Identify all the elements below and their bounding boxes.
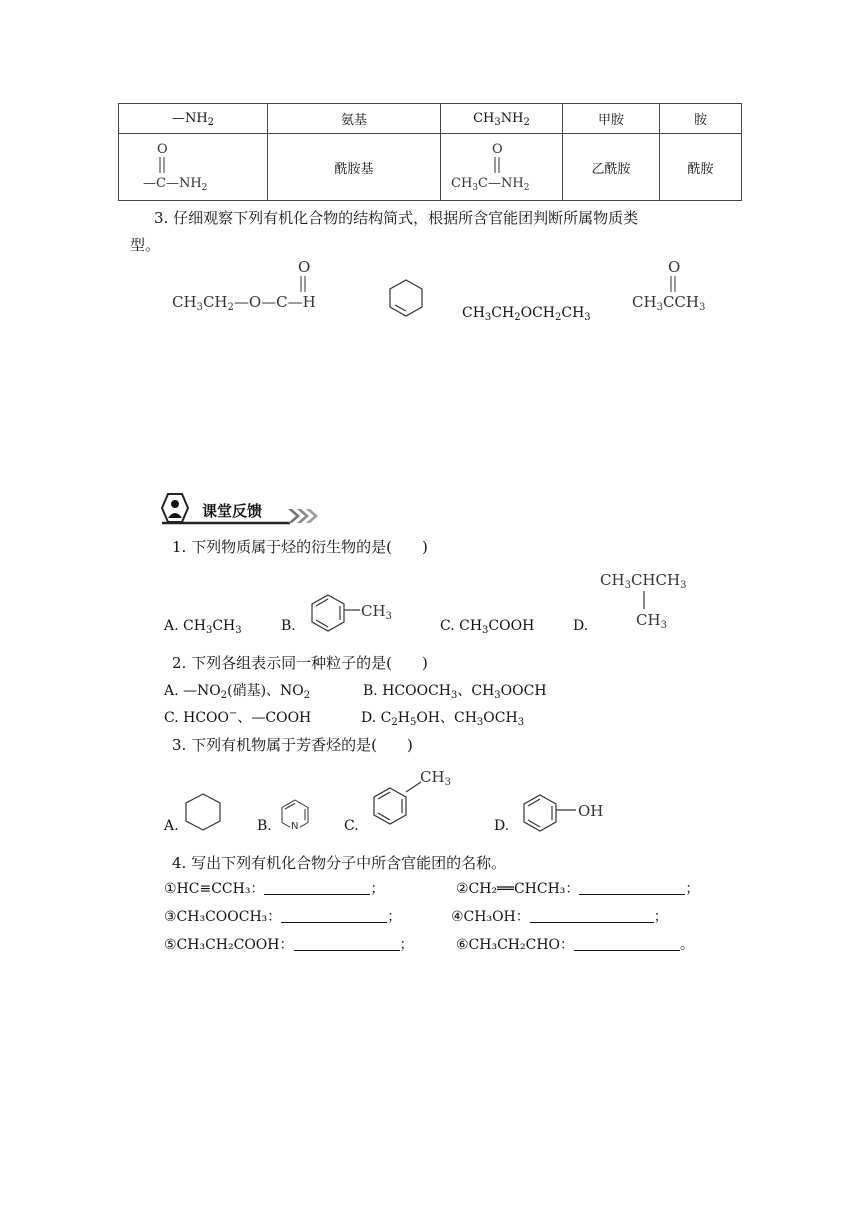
toluene-structure (306, 592, 406, 632)
table-cell-category: 胺 (660, 104, 742, 134)
option-b-label: B. (257, 818, 272, 834)
answer-blank[interactable] (530, 908, 654, 923)
table-cell-group: $—NH_2$ (119, 104, 268, 134)
fill-item-4 (451, 906, 668, 926)
q3-stem (154, 207, 638, 228)
table-cell-example-name: 乙酰胺 (563, 134, 660, 201)
fill-item-1 (164, 878, 384, 898)
table-cell-example (441, 134, 563, 201)
fq2-stem (172, 652, 428, 673)
fq3-stem (172, 734, 413, 755)
question-text-continued: 型。 (130, 236, 161, 254)
ethyl-formate-structure (170, 255, 350, 317)
question-text: 下列物质属于烃的衍生物的是( ) (191, 538, 428, 556)
answer-blank[interactable] (574, 936, 680, 951)
amide-group-structure (143, 135, 243, 195)
fill-item-label: ①HC≡CCH₃： (164, 881, 265, 897)
functional-group-table (118, 103, 742, 201)
isobutane-structure (598, 565, 718, 635)
table-cell-example-name: 甲胺 (563, 104, 660, 134)
table-cell-group (119, 134, 268, 201)
table-row (119, 104, 742, 134)
question-number: 1. (172, 538, 187, 556)
phenol-structure (518, 792, 618, 832)
fill-item-3 (164, 906, 401, 926)
question-number: 2. (172, 654, 187, 672)
table-cell-group-name: 氨基 (268, 104, 441, 134)
acetamide-structure (447, 135, 557, 195)
option-d-label: D. (494, 818, 510, 834)
option-c-label: C. (344, 818, 359, 834)
punct: ； (685, 881, 700, 897)
punct: ； (387, 909, 402, 925)
answer-blank[interactable] (294, 936, 400, 951)
fill-item-5 (164, 934, 414, 954)
option-b: B. $HCOOCH_3$、$CH_3OOCH$ (363, 683, 547, 701)
svg-text:CH3: $CH_3$ (636, 611, 667, 631)
svg-text:CH3: $CH_3$ (361, 602, 392, 622)
svg-text:N: N (291, 821, 299, 832)
option-a: A. $CH_3CH_3$ (164, 618, 242, 636)
punct: ； (399, 937, 414, 953)
table-row (119, 134, 742, 201)
answer-blank[interactable] (579, 880, 685, 895)
option-a-label: A. (164, 818, 179, 834)
svg-text:CH3CH2—O—C—H: $CH_3CH_2—O—C—H$ (172, 293, 316, 313)
svg-text:CH3: $CH_3$ (420, 768, 451, 788)
fill-item-label: ④CH₃OH： (451, 909, 530, 925)
svg-text:CH3C—NH2: $CH_3C—NH_2$ (450, 176, 529, 193)
table-cell-category: 酰胺 (660, 134, 742, 201)
person-icon (171, 500, 179, 508)
fill-item-label: ②CH₂══CHCH₃： (456, 881, 580, 897)
svg-text:—C—NH2: $—C—NH_2$ (143, 176, 208, 193)
svg-text:O: O (157, 142, 168, 157)
svg-text:CH3CCH3: $CH_3CCH_3$ (632, 293, 706, 313)
punct: ； (653, 909, 668, 925)
question-text: 下列有机物属于芳香烃的是( ) (191, 736, 413, 754)
option-d: D. $C_2H_5OH$、$CH_3OCH_3$ (361, 710, 525, 728)
fq4-stem (172, 852, 506, 873)
option-a: A. $—NO_2$(硝基)、$NO_2$ (164, 683, 311, 701)
option-b-label: B. (281, 618, 296, 634)
acetone-structure (630, 255, 730, 317)
question-number: 4. (172, 854, 187, 872)
svg-text:O: O (298, 258, 311, 276)
option-c: C. HCOO−、—COOH (164, 708, 312, 726)
pyridine-structure (278, 798, 312, 832)
cyclohexene-structure (386, 278, 426, 318)
answer-blank[interactable] (264, 880, 370, 895)
punct: ； (370, 881, 385, 897)
banner-title: 课堂反馈 (202, 502, 263, 520)
feedback-banner (160, 490, 330, 526)
cyclohexane-structure (182, 792, 224, 832)
option-d-label: D. (573, 618, 589, 634)
table-cell-group-name: 酰胺基 (268, 134, 441, 201)
question-text: 仔细观察下列有机化合物的结构简式，根据所含官能团判断所属物质类 (173, 209, 639, 227)
answer-blank[interactable] (281, 908, 387, 923)
fill-item-label: ⑥CH₃CH₂CHO： (456, 937, 575, 953)
toluene-structure (366, 762, 466, 832)
table-cell-example: $CH_3NH_2$ (441, 104, 563, 134)
svg-text:OH: OH (578, 802, 604, 820)
question-number: 3. (154, 209, 169, 227)
diethyl-ether-structure: $CH_3CH_2OCH_2CH_3$ (462, 305, 591, 323)
fill-item-label: ③CH₃COOCH₃： (164, 909, 282, 925)
fq1-stem (172, 536, 428, 557)
question-number: 3. (172, 736, 187, 754)
chevron-right-icon (288, 509, 300, 523)
fill-item-label: ⑤CH₃CH₂COOH： (164, 937, 294, 953)
svg-text:O: O (491, 142, 503, 157)
svg-text:CH3CHCH3: $CH_3CHCH_3$ (600, 571, 687, 591)
fill-item-2 (456, 878, 699, 898)
fill-item-6 (456, 934, 694, 954)
option-c: C. $CH_3COOH$ (440, 618, 535, 636)
question-text: 写出下列有机化合物分子中所含官能团的名称。 (191, 854, 507, 872)
question-text: 下列各组表示同一种粒子的是( ) (191, 654, 428, 672)
punct: 。 (680, 937, 695, 953)
svg-text:O: O (668, 258, 681, 276)
